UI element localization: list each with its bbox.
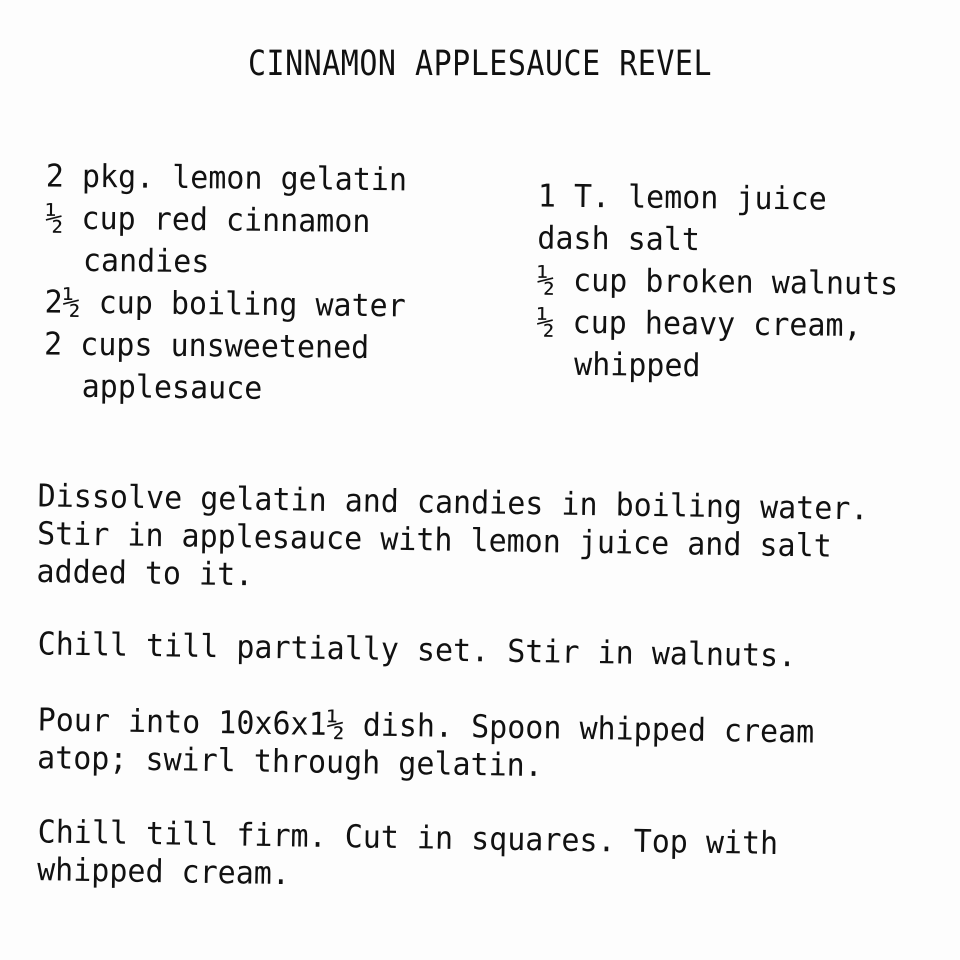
ingredient-line: ½ cup broken walnuts xyxy=(536,262,899,303)
ingredient-line: 2 cups unsweetened xyxy=(43,326,370,367)
ingredients-right-column xyxy=(536,176,899,390)
recipe-title: CINNAMON APPLESAUCE REVEL xyxy=(247,44,713,85)
direction-step: Chill till partially set. Stir in walnuts. xyxy=(37,626,797,675)
ingredient-line: dash salt xyxy=(537,220,701,259)
ingredients-section xyxy=(0,150,960,410)
ingredient-continuation-text: candies xyxy=(82,242,210,281)
directions-section xyxy=(38,478,948,926)
ingredient-continuation-text: whipped xyxy=(573,346,701,385)
direction-step: Pour into 10x6x1½ dish. Spoon whipped cream atop; swirl through gelatin. xyxy=(36,702,815,785)
ingredients-left-column xyxy=(43,156,407,412)
ingredient-line-continuation xyxy=(45,240,407,286)
ingredient-line: 1 T. lemon juice xyxy=(537,178,827,219)
ingredient-line-continuation xyxy=(43,366,405,412)
direction-step: Dissolve gelatin and candies in boiling water. Stir in applesauce with lemon juice and salt added to it. xyxy=(36,478,869,594)
ingredient-continuation-text: applesauce xyxy=(81,368,263,408)
ingredient-line-continuation xyxy=(536,344,898,390)
direction-step: Chill till firm. Cut in squares. Top with whipped cream. xyxy=(36,814,779,893)
ingredient-line: ½ cup red cinnamon xyxy=(45,200,371,241)
ingredient-line: 2½ cup boiling water xyxy=(44,284,406,325)
ingredient-line: ½ cup heavy cream, xyxy=(536,304,862,345)
ingredient-line: 2 pkg. lemon gelatin xyxy=(45,158,408,199)
